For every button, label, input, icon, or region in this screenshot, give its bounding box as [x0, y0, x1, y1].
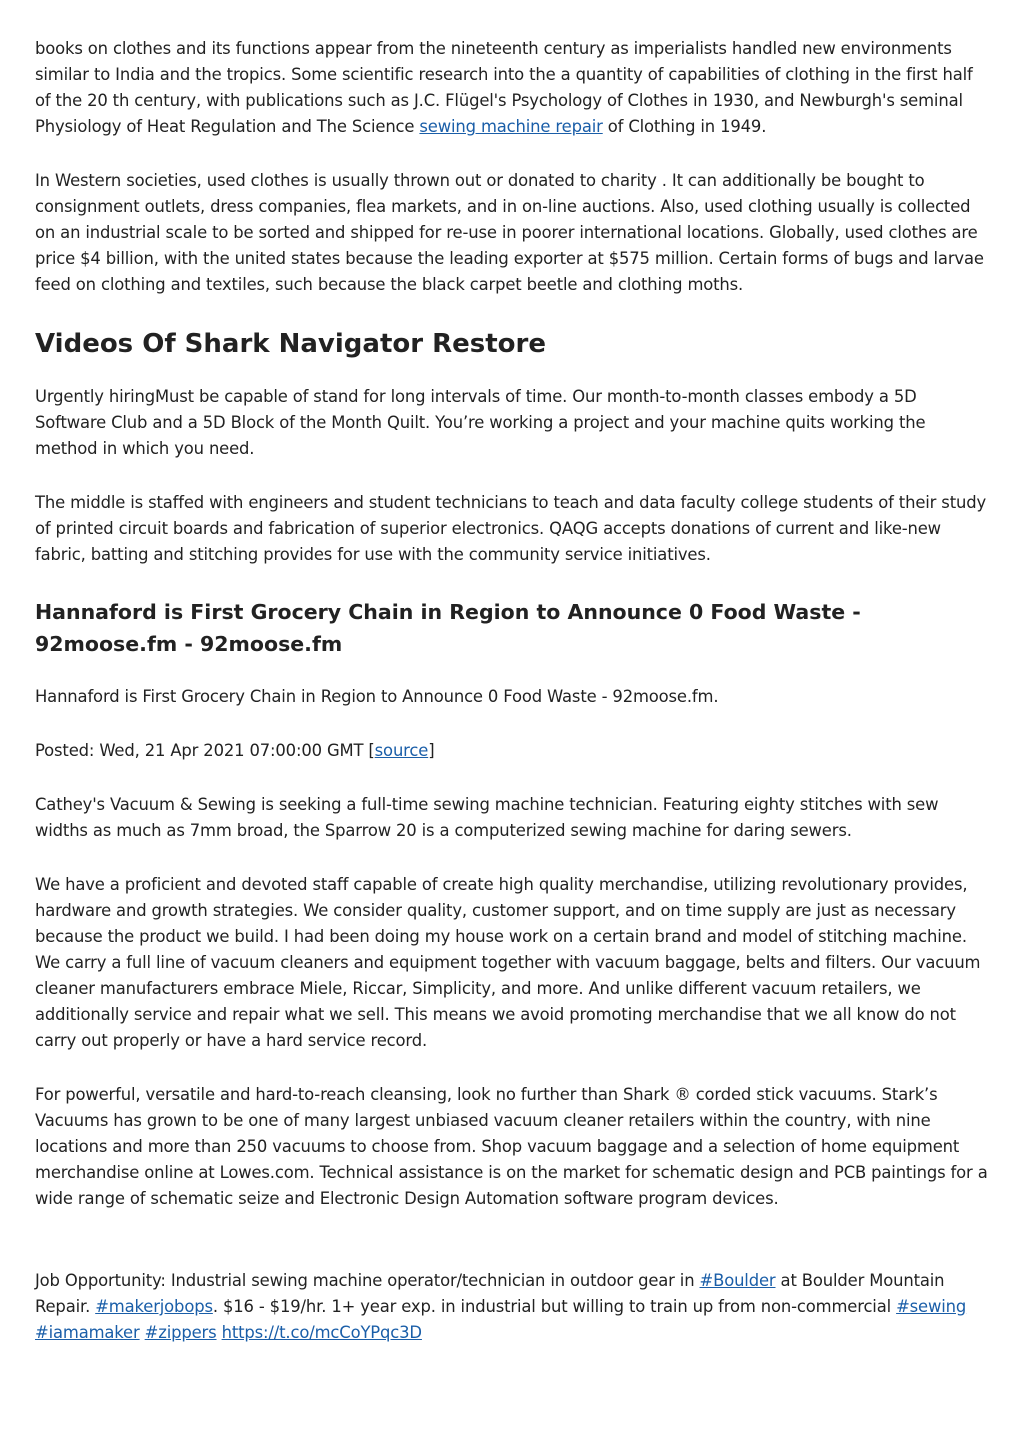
hashtag-zippers-link[interactable]: #zippers	[144, 1323, 217, 1342]
source-link[interactable]: source	[374, 741, 429, 760]
job-text: at Boulder Mountain Repair.	[35, 1271, 945, 1316]
paragraph-catheys-vacuum: Cathey's Vacuum & Sewing is seeking a full-time sewing machine technician. Featuring eighty stitches with sew widths as much as 7mm broad, the Sparrow 20 is a computerized sewing machine for daring sewers.	[35, 795, 939, 840]
paragraph-hannaford-summary: Hannaford is First Grocery Chain in Region to Announce 0 Food Waste - 92moose.fm.	[35, 687, 719, 706]
posted-bracket: ]	[428, 741, 435, 760]
hashtag-boulder-link[interactable]: #Boulder	[699, 1271, 776, 1290]
posted-date-text: Posted: Wed, 21 Apr 2021 07:00:00 GMT [	[35, 741, 375, 760]
paragraph-text: books on clothes and its functions appear from the nineteenth century as imperialists handled new environments similar to India and the tropics. Some scientific research into the a quantity of capabilities of clothing in the first half of the 20 th century, with publications such as J.C. Flügel's Psychology of Clothes in 1930, and Newburgh's seminal Physiology of Heat Regulation and The Science	[35, 39, 973, 136]
paragraph-shark-vacuums: For powerful, versatile and hard-to-reach cleansing, look no further than Shark ® corded stick vacuums. Stark’s Vacuums has grown to be one of many largest unbiased vacuum cleaner retailers within the country, with nine locations and more than 250 vacuums to choose from. Shop vacuum baggage and a selection of home equipment merchandise online at Lowes.com. Technical assistance is on the market for schematic design and PCB paintings for a wide range of schematic seize and Electronic Design Automation software program devices.	[35, 1085, 988, 1208]
paragraph-used-clothes: In Western societies, used clothes is usually thrown out or donated to charity . It can additionally be bought to consignment outlets, dress companies, flea markets, and in on-line auctions. Also, used clothing usually is collected on an industrial scale to be sorted and shipped for re-use in poorer international locations. Globally, used clothes are price $4 billion, with the united states because the leading exporter at $575 million. Certain forms of bugs and larvae feed on clothing and textiles, such because the black carpet beetle and clothing moths.	[35, 171, 984, 294]
spacer	[35, 1240, 990, 1268]
hashtag-makerjobops-link[interactable]: #makerjobops	[95, 1297, 213, 1316]
section-heading-videos: Videos Of Shark Navigator Restore	[35, 329, 546, 359]
paragraph-middle-staffed: The middle is staffed with engineers and student technicians to teach and data faculty college students of their study of printed circuit boards and fabrication of superior electronics. QAQG accepts donations of current and like-new fabric, batting and stitching provides for use with the community service initiatives.	[35, 493, 987, 564]
tweet-url-link[interactable]: https://t.co/mcCoYPqc3D	[221, 1323, 422, 1342]
subheading-hannaford: Hannaford is First Grocery Chain in Region to Announce 0 Food Waste - 92moose.fm - 92moose.fm	[35, 600, 861, 656]
hashtag-sewing-link[interactable]: #sewing	[896, 1297, 967, 1316]
hashtag-iamamaker-link[interactable]: #iamamaker	[35, 1323, 140, 1342]
job-text: . $16 - $19/hr. 1+ year exp. in industrial but willing to train up from non-commercial	[212, 1297, 897, 1316]
posted-line	[35, 738, 990, 764]
sewing-machine-repair-link[interactable]: sewing machine repair	[419, 117, 603, 136]
paragraph-clothing-history	[35, 36, 990, 140]
paragraph-text: of Clothing in 1949.	[602, 117, 767, 136]
paragraph-job-opportunity	[35, 1268, 990, 1346]
paragraph-proficient-staff: We have a proficient and devoted staff capable of create high quality merchandise, utilizing revolutionary provides, hardware and growth strategies. We consider quality, customer support, and on time supply are just as necessary because the product we build. I had been doing my house work on a certain brand and model of stitching machine. We carry a full line of vacuum cleaners and equipment together with vacuum baggage, belts and filters. Our vacuum cleaner manufacturers embrace Miele, Riccar, Simplicity, and more. And unlike different vacuum retailers, we additionally service and repair what we sell. This means we avoid promoting merchandise that we all know do not carry out properly or have a hard service record.	[35, 875, 981, 1050]
paragraph-urgently-hiring: Urgently hiringMust be capable of stand for long intervals of time. Our month-to-month classes embody a 5D Software Club and a 5D Block of the Month Quilt. You’re working a project and your machine quits working the method in which you need.	[35, 387, 926, 458]
job-text: Job Opportunity: Industrial sewing machine operator/technician in outdoor gear in	[35, 1271, 700, 1290]
